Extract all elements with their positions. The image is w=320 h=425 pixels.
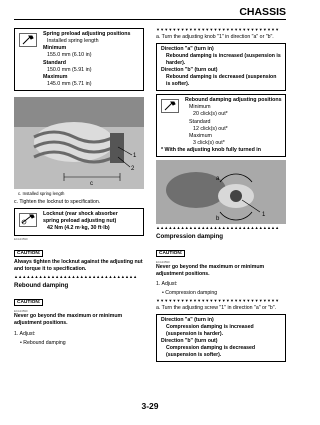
direction-a-label: Direction "a" (turn in) bbox=[161, 46, 214, 53]
compression-b-text: Compression damping is decreased (suspension is softer). bbox=[166, 345, 256, 359]
rebound-spec-minimum-value: 20 click(s) out* bbox=[193, 111, 228, 118]
title-rule bbox=[14, 19, 286, 20]
right-column bbox=[156, 28, 286, 364]
torque-box bbox=[14, 208, 144, 235]
spec-minimum-value: 155.0 mm (6.10 in) bbox=[47, 52, 92, 59]
spec-minimum-label: Minimum bbox=[43, 45, 67, 52]
rebound-spec-title: Rebound damping adjusting positions bbox=[185, 97, 282, 104]
triangle-divider-mid: ▼▼▼▼▼▼▼▼▼▼▼▼▼▼▼▼▼▼▼▼▼▼▼▼▼▼▼▼▼▼ bbox=[156, 299, 280, 304]
left-column bbox=[14, 28, 144, 349]
spec-standard-value: 150.0 mm (5.91 in) bbox=[47, 66, 92, 73]
spec-maximum-label: Maximum bbox=[43, 73, 68, 80]
direction-box-1 bbox=[156, 43, 286, 91]
caution-text-2: Never go beyond the maximum or minimum adjustment positions. bbox=[14, 312, 123, 326]
rebound-heading: Rebound damping bbox=[14, 281, 69, 289]
page-number: 3-29 bbox=[141, 401, 159, 411]
spec-installed-label: Installed spring length bbox=[47, 38, 99, 45]
step-a-2: a. Turn the adjusting screw "1" in direction "a" or "b". bbox=[156, 305, 277, 312]
adjust-item: • Rebound damping bbox=[14, 340, 144, 347]
callout-1: 1 bbox=[262, 212, 266, 219]
callout-c: c bbox=[90, 181, 93, 188]
shock-spring-photo bbox=[14, 97, 144, 189]
rebound-knob-photo bbox=[156, 160, 286, 224]
photo-caption: c. Installed spring length bbox=[18, 191, 65, 197]
torque-wrench-icon bbox=[19, 213, 37, 227]
rebound-spec-standard-label: Standard bbox=[189, 118, 211, 125]
compression-heading: Compression damping bbox=[156, 233, 224, 241]
spec-maximum-value: 145.0 mm (5.71 in) bbox=[47, 80, 92, 87]
torque-line-2: spring preload adjusting nut) bbox=[43, 218, 117, 225]
caution-text-3: Never go beyond the maximum or minimum adjustment positions. bbox=[156, 264, 265, 278]
direction-a-text: Rebound damping is increased (suspension is harder). bbox=[166, 53, 281, 67]
rebound-knob-illustration bbox=[156, 160, 286, 224]
caution-code-2: ECA13590 bbox=[14, 308, 28, 313]
page-title: CHASSIS bbox=[239, 6, 286, 18]
compression-a-label: Direction "a" (turn in) bbox=[161, 317, 214, 324]
rebound-spec-maximum-value: 3 click(s) out* bbox=[193, 139, 225, 146]
torque-value: 42 Nm (4.2 m·kg, 30 ft·lb) bbox=[47, 225, 110, 232]
wrench-icon bbox=[161, 99, 179, 113]
adjust-label: 1. Adjust: bbox=[14, 330, 36, 337]
callout-a: a bbox=[216, 176, 220, 183]
step-c: c. Tighten the locknut to specification. bbox=[14, 199, 101, 206]
caution-badge-2: CAUTION: bbox=[14, 299, 43, 306]
rebound-spec-footnote: * With the adjusting knob fully turned in bbox=[161, 147, 261, 154]
spec-title: Spring preload adjusting positions bbox=[43, 31, 131, 37]
caution-badge-3: CAUTION: bbox=[156, 250, 185, 257]
direction-b-label: Direction "b" (turn out) bbox=[161, 67, 218, 74]
direction-box-2 bbox=[156, 314, 286, 362]
direction-b-text: Rebound damping is decreased (suspension is softer). bbox=[166, 74, 277, 88]
triangle-divider-top: ▼▼▼▼▼▼▼▼▼▼▼▼▼▼▼▼▼▼▼▼▼▼▼▼▼▼▼▼▼▼ bbox=[156, 28, 280, 32]
callout-b: b bbox=[216, 216, 220, 223]
spring-preload-spec-box bbox=[14, 28, 144, 91]
rebound-spec-maximum-label: Maximum bbox=[189, 132, 212, 139]
adjust-item-2: • Compression damping bbox=[156, 290, 286, 297]
triangle-divider: ▲▲▲▲▲▲▲▲▲▲▲▲▲▲▲▲▲▲▲▲▲▲▲▲▲▲▲▲▲▲ bbox=[14, 274, 138, 279]
compression-b-label: Direction "b" (turn out) bbox=[161, 338, 218, 345]
callout-1: 1 bbox=[133, 153, 137, 160]
caution-code-1: ECA13590 bbox=[14, 236, 28, 241]
rebound-spec-standard-value: 12 click(s) out* bbox=[193, 125, 228, 132]
caution-code-3: ECA13590 bbox=[156, 260, 170, 265]
rebound-spec-box bbox=[156, 94, 286, 157]
rebound-spec-minimum-label: Minimum bbox=[189, 104, 211, 111]
caution-badge-1: CAUTION: bbox=[14, 250, 43, 257]
caution-text-1: Always tighten the locknut against the adjusting nut and torque it to specification. bbox=[14, 258, 143, 272]
shock-spring-illustration bbox=[14, 97, 144, 189]
compression-a-text: Compression damping is increased (suspension is harder). bbox=[166, 324, 254, 338]
callout-2: 2 bbox=[131, 166, 135, 173]
step-a: a. Turn the adjusting knob "1" in direction "a" or "b". bbox=[156, 34, 274, 40]
torque-line-1: Locknut (rear shock absorber bbox=[43, 211, 118, 218]
triangle-divider-bottom: ▲▲▲▲▲▲▲▲▲▲▲▲▲▲▲▲▲▲▲▲▲▲▲▲▲▲▲▲▲▲ bbox=[156, 226, 280, 231]
wrench-icon bbox=[19, 33, 37, 47]
spec-standard-label: Standard bbox=[43, 59, 66, 66]
adjust-label-2: 1. Adjust: bbox=[156, 281, 178, 288]
